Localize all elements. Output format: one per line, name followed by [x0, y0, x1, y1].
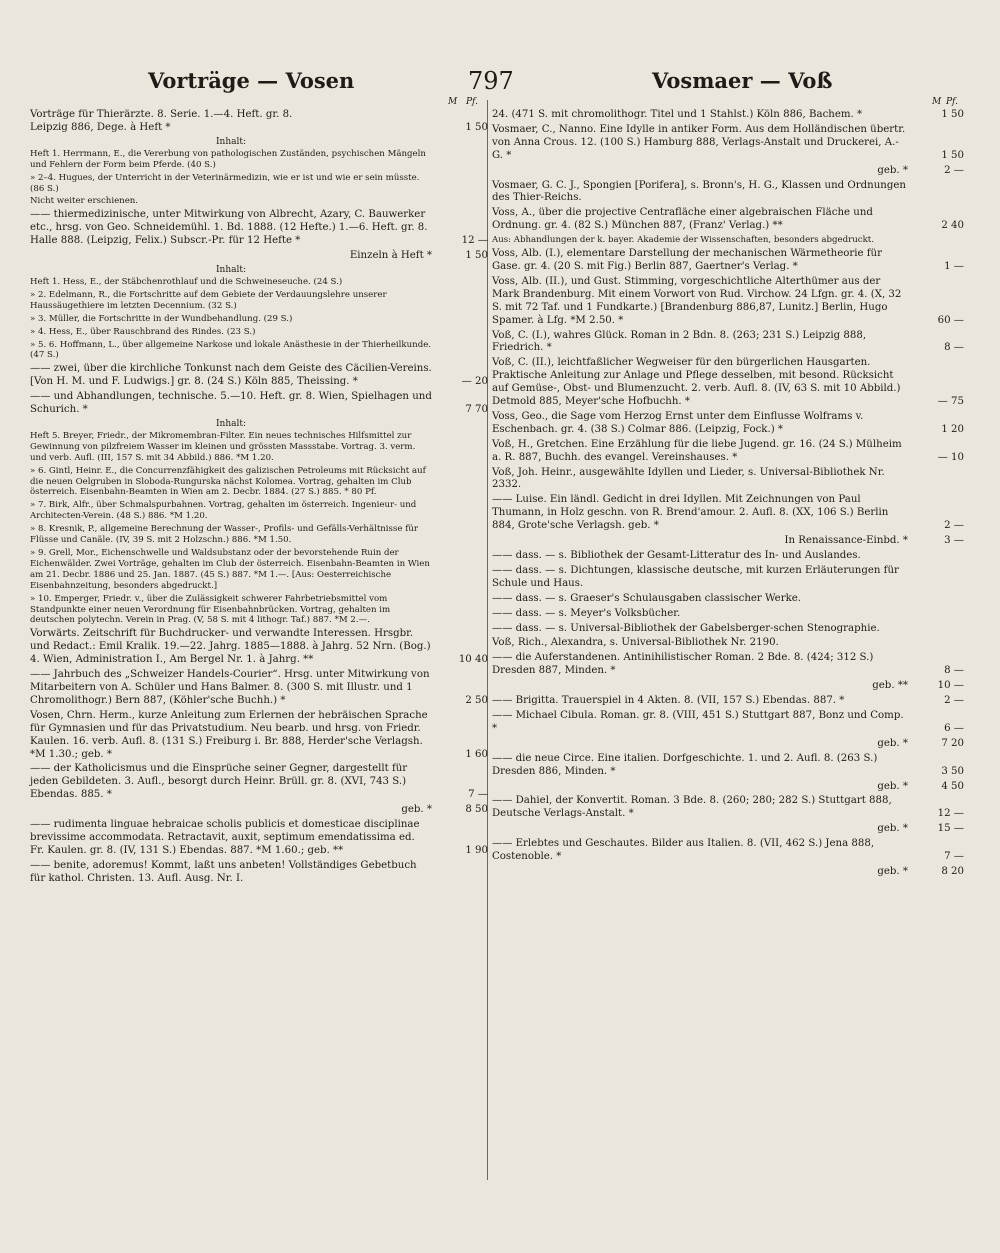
entry-price: 7 —	[468, 789, 488, 801]
catalog-entry	[492, 109, 964, 122]
catalog-entry	[492, 550, 964, 563]
entry-text: Aus: Abhandlungen der k. bayer. Akademie der Wissenschaften, besonders abgedruckt.	[492, 235, 874, 246]
entry-text: » 8. Kresnik, P., allgemeine Berechnung der Wasser-, Profils- und Gefälls-Verhältnisse für Flüsse und Canäle. (IV, 39 S. mit 2 Holzschn.) 886. *M 1.50.	[30, 524, 421, 546]
entry-price: 1 50	[465, 121, 488, 133]
entry-text: Voß, C. (II.), leichtfaßlicher Wegweiser für den bürgerlichen Hausgarten. Praktische Anleitung zur Anlage und Pflege desselben, mit besond. Rücksicht auf Gemüse-, Obst- und Blumenzucht. 2. verb. Aufl. 8. (IV, 63 S. mit 10 Abbild.) Detmold 885, Meyer'sche Hofbuchh. *	[492, 357, 904, 408]
catalog-entry	[492, 565, 964, 591]
catalog-entry	[30, 669, 488, 708]
entry-price: 4 50	[941, 780, 964, 792]
entry-price: 7 —	[944, 851, 964, 863]
catalog-entry	[30, 149, 488, 171]
catalog-entry	[30, 173, 488, 195]
entry-text: Inhalt:	[215, 136, 247, 147]
entry-text: —— dass. — s. Meyer's Volksbücher.	[492, 607, 681, 619]
left-column	[30, 96, 488, 888]
entry-text: Voß, Rich., Alexandra, s. Universal-Bibliothek Nr. 2190.	[492, 637, 779, 649]
entry-text: —— die Auferstandenen. Antinihilistischer Roman. 2 Bde. 8. (424; 312 S.) Dresden 887, Minden. *	[492, 652, 877, 677]
entry-price: 12 —	[937, 808, 964, 820]
mark-heading: M	[448, 97, 458, 107]
running-head-right: Vosmaer — Voß	[652, 68, 833, 93]
catalog-entry	[492, 695, 964, 708]
entry-text: Voß, C. (I.), wahres Glück. Roman in 2 Bdn. 8. (263; 231 S.) Leipzig 888, Friedrich. *	[492, 329, 870, 354]
entry-price: 3 —	[944, 535, 964, 547]
entry-text: geb. *	[877, 780, 908, 792]
catalog-entry	[30, 277, 488, 288]
entry-price: 10 40	[458, 654, 488, 666]
entry-text: —— Michael Cibula. Roman. gr. 8. (VIII, 451 S.) Stuttgart 887, Bonz und Comp. *	[492, 709, 907, 734]
pfennig-heading: Pf.	[466, 97, 478, 107]
catalog-entry	[30, 500, 488, 522]
entry-price: 60 —	[937, 314, 964, 326]
entry-text: Voss, Geo., die Sage vom Herzog Ernst unter dem Einflusse Wolframs v. Eschenbach. gr. 4. (38 S.) Colmar 886. (Leipzig, Fock.) *	[492, 410, 867, 435]
entry-text: Vosmaer, G. C. J., Spongien [Porifera], s. Bronn's, H. G., Klassen und Ordnungen des Thier-Reichs.	[492, 179, 910, 204]
catalog-entry	[492, 795, 964, 821]
entry-price: 8 —	[944, 342, 964, 354]
entry-text: Heft 1. Herrmann, E., die Vererbung von pathologischen Zuständen, psychischen Mängeln und Fehlern der Form beim Pferde. (40 S.)	[30, 148, 429, 170]
catalog-entry	[492, 357, 964, 409]
mark-heading: M	[932, 97, 942, 107]
price-column-heading-right	[492, 96, 964, 109]
catalog-entry	[30, 314, 488, 325]
entry-text: Vorträge für Thierärzte. 8. Serie. 1.—4. Heft. gr. 8. Leipzig 886, Dege. à Heft *	[30, 109, 293, 133]
entry-text: » 5. 6. Hoffmann, L., über allgemeine Narkose und lokale Anästhesie in der Thierheilkunde. (47 S.)	[30, 339, 434, 361]
right-entries	[492, 109, 964, 879]
entry-price: 8 50	[465, 804, 488, 816]
pfennig-heading: Pf.	[946, 97, 958, 107]
entry-text: » 7. Birk, Alfr., über Schmalspurbahnen. Vortrag, gehalten im österreich. Ingenieur- und Architecten-Verein. (48 S.) 886. *M 1.20.	[30, 500, 420, 522]
catalog-entry	[30, 628, 488, 667]
catalog-entry	[492, 823, 964, 836]
entry-text: » 6. Gintl, Heinr. E., die Concurrenzfähigkeit des galizischen Petroleums mit Rücksicht auf die neuen Oelgruben in Sloboda-Rungurska nächst Kolomea. Vortrag, gehalten im Club österreich. Eisenbahn-Beamten in Wien am 2. Decbr. 1884. (27 S.) 885. * 80 Pf.	[30, 465, 429, 498]
entry-text: geb. *	[877, 737, 908, 749]
entry-price: 7 20	[941, 737, 964, 749]
contents-label	[30, 137, 488, 148]
entry-text: Voss, Alb. (II.), und Gust. Stimming, vorgeschichtliche Alterthümer aus der Mark Brandenburg. Mit einem Vorwort von Rud. Virchow. 24 Lfgn. gr. 4. (X, 32 S. mit 72 Taf. und 1 Fundkarte.) [Brandenburg 886,87, Lunitz.] Berlin, Hugo Spamer. à Lfg. *M 2.50. *	[492, 275, 905, 326]
catalog-entry	[30, 594, 488, 627]
price-column-heading-left	[30, 96, 488, 109]
entry-price: 1 60	[465, 748, 488, 760]
catalog-entry	[30, 327, 488, 338]
entry-text: » 4. Hess, E., über Rauschbrand des Rindes. (23 S.)	[30, 326, 256, 337]
entry-price: 1 50	[941, 109, 964, 120]
catalog-entry	[492, 680, 964, 693]
catalog-entry	[492, 439, 964, 465]
entry-price: 12 —	[461, 235, 488, 247]
catalog-entry	[30, 250, 488, 263]
entry-text: » 10. Emperger, Friedr. v., über die Zulässigkeit schwerer Fahrbetriebsmittel vom Standpunkte einer neuen Verordnung für Eisenbahnbrücken. Vortrag, gehalten im deutschen polytechn. Verein in Prag. (V, 58 S. mit 4 lithogr. Taf.) 887. *M 2.—.	[30, 593, 393, 626]
catalog-entry	[30, 710, 488, 762]
entry-text: Heft 1. Hess, E., der Stäbchenrothlauf und die Schweineseuche. (24 S.)	[30, 276, 343, 287]
entry-text: —— zwei, über die kirchliche Tonkunst nach dem Geiste des Cäcilien-Vereins. [Von H. M. und F. Ludwigs.] gr. 8. (24 S.) Köln 885, Theissing. *	[30, 363, 436, 388]
entry-price: 7 70	[465, 404, 488, 416]
catalog-entry	[492, 124, 964, 163]
catalog-entry	[492, 411, 964, 437]
catalog-entry	[30, 290, 488, 312]
catalog-entry	[30, 548, 488, 592]
catalog-entry	[492, 330, 964, 356]
entry-text: Vosmaer, C., Nanno. Eine Idylle in antiker Form. Aus dem Holländischen übertr. von Anna Crous. 12. (100 S.) Hamburg 888, Verlags-Anstalt und Druckerei, A.-G. *	[492, 123, 909, 161]
catalog-entry	[492, 180, 964, 206]
entry-text: Voß, H., Gretchen. Eine Erzählung für die liebe Jugend. gr. 16. (24 S.) Mülheim a. R. 887, Buchh. des evangel. Vereinshauses. *	[492, 438, 905, 463]
entry-text: » 3. Müller, die Fortschritte in der Wundbehandlung. (29 S.)	[30, 313, 293, 324]
catalog-entry	[492, 623, 964, 636]
entry-price: 8 20	[941, 865, 964, 877]
contents-label	[30, 419, 488, 430]
entry-price: 2 40	[941, 220, 964, 232]
entry-text: » 2. Edelmann, R., die Fortschritte auf dem Gebiete der Verdauungslehre unserer Haussäugethiere im letzten Decennium. (32 S.)	[30, 289, 390, 311]
entry-text: —— rudimenta linguae hebraicae scholis publicis et domesticae disciplinae brevissime accommodata. Retractavit, auxit, septimum emendatissima ed. Fr. Kaulen. gr. 8. (IV, 131 S.) Ebendas. 887. *M 1.60.; geb. **	[30, 819, 423, 856]
entry-text: Voss, A., über die projective Centrafläche einer algebraischen Fläche und Ordnung. gr. 4. (82 S.) München 887, (Franz' Verlag.) **	[492, 207, 877, 232]
catalog-entry	[30, 391, 488, 417]
entry-text: Heft 5. Breyer, Friedr., der Mikromembran-Filter. Ein neues technisches Hilfsmittel zur Gewinnung von pilzfreiem Wasser im kleinen und grössten Massstabe. Vortrag. 3. verm. und verb. Aufl. (III, 157 S. mit 34 Abbild.) 886. *M 1.20.	[30, 430, 419, 463]
catalog-entry	[492, 710, 964, 736]
entry-text: geb. *	[877, 865, 908, 877]
entry-text: Nicht weiter erschienen.	[30, 196, 139, 207]
entry-text: —— und Abhandlungen, technische. 5.—10. Heft. gr. 8. Wien, Spielhagen und Schurich. *	[30, 391, 436, 416]
entry-text: —— Dahiel, der Konvertit. Roman. 3 Bde. 8. (260; 280; 282 S.) Stuttgart 888, Deutsche Verlags-Anstalt. *	[492, 795, 895, 820]
catalog-entry	[492, 535, 964, 548]
entry-price: 6 —	[944, 722, 964, 734]
catalog-entry	[492, 235, 964, 246]
entry-text: —— Brigitta. Trauerspiel in 4 Akten. 8. (VII, 157 S.) Ebendas. 887. *	[492, 695, 845, 707]
entry-text: —— Luise. Ein ländl. Gedicht in drei Idyllen. Mit Zeichnungen von Paul Thumann, in Holz geschn. von R. Brend'amour. 2. Aufl. 8. (XX, 106 S.) Berlin 884, Grote'sche Verlagsh. geb. *	[492, 494, 892, 532]
entry-text: —— dass. — s. Graeser's Schulausgaben classischer Werke.	[492, 592, 802, 604]
catalog-entry	[30, 109, 488, 135]
entry-text: Inhalt:	[215, 418, 247, 429]
left-entries	[30, 109, 488, 886]
catalog-entry	[492, 753, 964, 779]
catalog-entry	[492, 838, 964, 864]
catalog-entry	[492, 593, 964, 606]
entry-text: —— dass. — s. Dichtungen, klassische deutsche, mit kurzen Erläuterungen für Schule und Haus.	[492, 564, 903, 589]
entry-price: — 20	[461, 376, 488, 388]
entry-price: 3 50	[941, 765, 964, 777]
entry-text: —— benite, adoremus! Kommt, laßt uns anbeten! Vollständiges Gebetbuch für kathol. Christen. 13. Aufl. Ausg. Nr. I.	[30, 859, 420, 884]
entry-price: — 10	[937, 451, 964, 463]
entry-price: 2 —	[944, 164, 964, 176]
catalog-entry	[492, 608, 964, 621]
entry-text: —— dass. — s. Bibliothek der Gesamt-Litteratur des In- und Auslandes.	[492, 550, 861, 561]
running-head-left: Vorträge — Vosen	[148, 68, 355, 93]
entry-price: 1 20	[941, 423, 964, 435]
entry-price: 2 50	[465, 694, 488, 706]
catalog-entry	[492, 637, 964, 650]
catalog-entry	[30, 524, 488, 546]
entry-price: 1 —	[944, 260, 964, 272]
entry-text: geb. *	[877, 164, 908, 176]
entry-price: 8 —	[944, 665, 964, 677]
entry-text: geb. *	[877, 823, 908, 835]
catalog-entry	[492, 276, 964, 328]
entry-text: In Renaissance-Einbd. *	[784, 535, 908, 547]
right-column	[492, 96, 964, 881]
catalog-entry	[30, 804, 488, 817]
catalog-entry	[492, 738, 964, 751]
catalog-entry	[492, 866, 964, 879]
catalog-entry	[30, 819, 488, 858]
catalog-entry	[30, 196, 488, 207]
catalog-entry	[492, 165, 964, 178]
entry-price: 1 50	[465, 250, 488, 262]
catalog-entry	[30, 763, 488, 802]
entry-text: Einzeln à Heft *	[349, 250, 432, 262]
entry-text: —— Jahrbuch des „Schweizer Handels-Courier“. Hrsg. unter Mitwirkung von Mitarbeitern von A. Schüler und Hans Balmer. 8. (300 S. mit Illustr. und 1 Chromolithogr.) Bern 887, (Köhler'sche Buchh.) *	[30, 669, 433, 706]
entry-text: —— dass. — s. Universal-Bibliothek der Gabelsberger-schen Stenographie.	[492, 622, 880, 634]
entry-text: —— Erlebtes und Geschautes. Bilder aus Italien. 8. (VII, 462 S.) Jena 888, Costenoble. *	[492, 838, 878, 863]
contents-label	[30, 265, 488, 276]
entry-text: 24. (471 S. mit chromolithogr. Titel und 1 Stahlst.) Köln 886, Bachem. *	[492, 109, 863, 120]
entry-text: —— thiermedizinische, unter Mitwirkung von Albrecht, Azary, C. Bauwerker etc., hrsg. von Geo. Schneidemühl. 1. Bd. 1888. (12 Hefte.) 1.—6. Heft. gr. 8. Halle 888. (Leipzig, Felix.) Subscr.-Pr. für 12 Hefte *	[30, 209, 431, 247]
catalog-entry	[492, 207, 964, 233]
entry-text: » 2–4. Hugues, der Unterricht in der Veterinärmedizin, wie er ist und wie er sein müsste. (86 S.)	[30, 172, 423, 194]
entry-text: geb. *	[401, 804, 432, 816]
catalog-entry	[492, 652, 964, 678]
catalog-entry	[30, 431, 488, 464]
page-number: 797	[468, 67, 514, 95]
entry-text: Vorwärts. Zeitschrift für Buchdrucker- und verwandte Interessen. Hrsgbr. und Redact.: Emil Kralik. 19.—22. Jahrg. 1885—1888. à Jahrg. 52 Nrn. (Bog.) 4. Wien, Administration I., Am Bergel Nr. 1. à Jahrg. **	[30, 628, 434, 666]
entry-price: 15 —	[937, 823, 964, 835]
catalog-entry	[492, 248, 964, 274]
catalog-entry	[30, 209, 488, 248]
running-head	[0, 66, 1000, 100]
entry-text: Vosen, Chrn. Herm., kurze Anleitung zum Erlernen der hebräischen Sprache für Gymnasien und für das Privatstudium. Neu bearb. und hrsg. von Friedr. Kaulen. 16. verb. Aufl. 8. (131 S.) Freiburg i. Br. 888, Herder'sche Verlagsh. *M 1.30.; geb. *	[30, 709, 431, 760]
catalog-entry	[492, 467, 964, 493]
entry-text: Voss, Alb. (I.), elementare Darstellung der mechanischen Wärmetheorie für Gase. gr. 4. (20 S. mit Fig.) Berlin 887, Gaertner's Verlag. *	[492, 248, 886, 272]
entry-price: 1 50	[941, 149, 964, 161]
entry-price: 1 90	[465, 844, 488, 856]
entry-text: —— der Katholicismus und die Einsprüche seiner Gegner, dargestellt für jeden Gebildeten. 3. Aufl., besorgt durch Heinr. Brüll. gr. 8. (XVI, 743 S.) Ebendas. 885. *	[30, 763, 411, 801]
catalog-entry	[492, 494, 964, 533]
catalog-entry	[30, 363, 488, 389]
entry-text: » 9. Grell, Mor., Eichenschwelle und Waldsubstanz oder der bevorstehende Ruin der Eichenwälder. Zwei Vorträge, gehalten im Club der österreich. Eisenbahn-Beamten in Wien am 21. Decbr. 1886 und 25. Jan. 1887. (45 S.) 887. *M 1.—. [Aus: Oesterreichische Eisenbahnzeitung, besonders abgedruckt.]	[30, 548, 433, 591]
entry-price: — 75	[937, 396, 964, 408]
catalog-entry	[30, 860, 488, 886]
catalog-entry	[30, 340, 488, 362]
catalog-entry	[492, 781, 964, 794]
entry-text: Voß, Joh. Heinr., ausgewählte Idyllen und Lieder, s. Universal-Bibliothek Nr. 2332.	[492, 466, 888, 491]
entry-text: geb. **	[872, 680, 908, 692]
entry-price: 2 —	[944, 695, 964, 707]
entry-text: Inhalt:	[215, 264, 247, 275]
entry-price: 10 —	[937, 680, 964, 692]
entry-price: 2 —	[944, 520, 964, 532]
catalog-entry	[30, 466, 488, 499]
entry-text: —— die neue Circe. Eine italien. Dorfgeschichte. 1. und 2. Aufl. 8. (263 S.) Dresden 886, Minden. *	[492, 752, 881, 777]
